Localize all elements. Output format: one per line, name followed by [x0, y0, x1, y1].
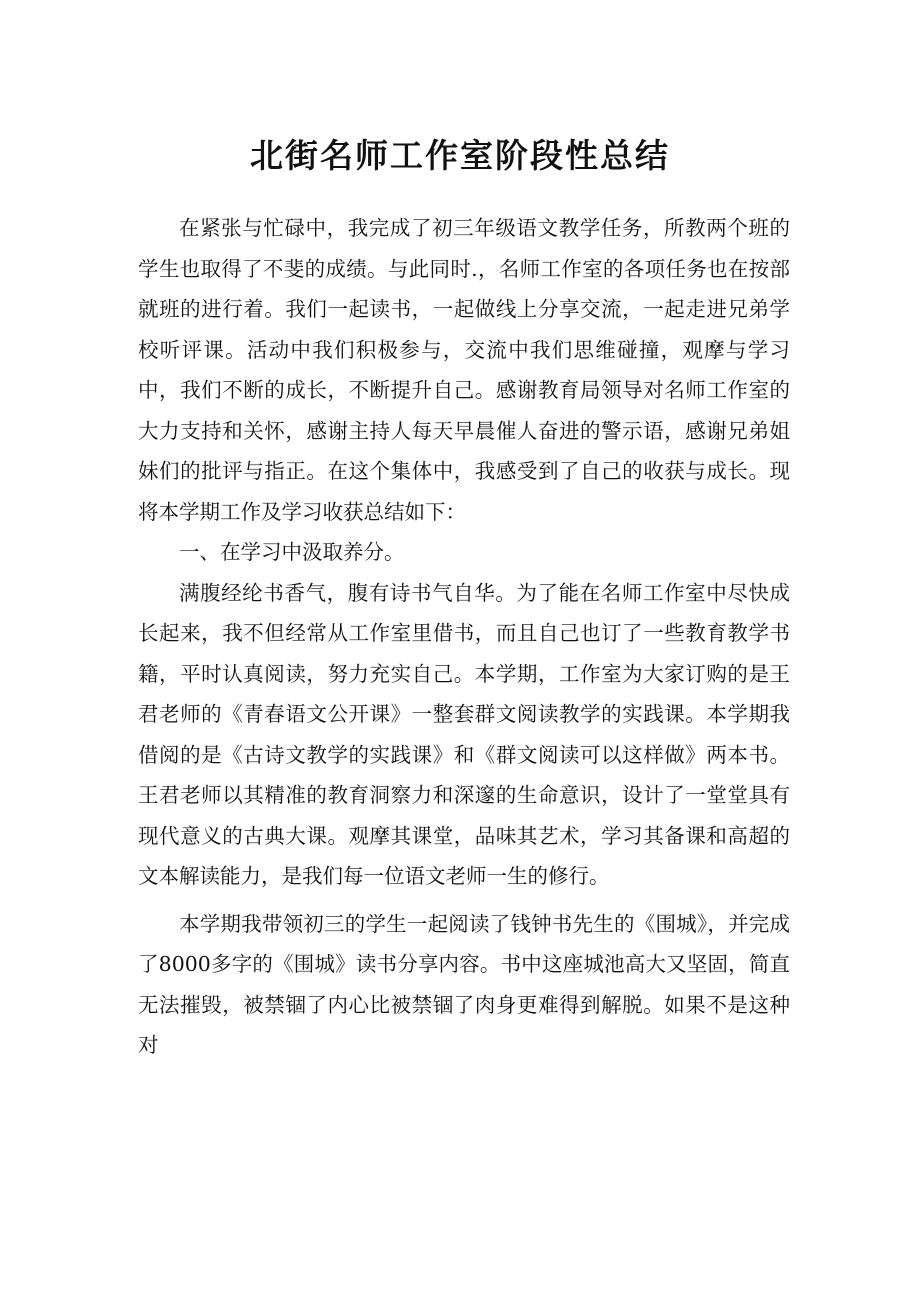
paragraph-weicheng: 本学期我带领初三的学生一起阅读了钱钟书先生的《围城》，并完成了8000多字的《围城》读书分享内容。书中这座城池高大又坚固，简直无法摧毁，被禁锢了内心比被禁锢了肉身更难得到解脱。如果不是这种对: [138, 911, 790, 1057]
document-title: 北街名师工作室阶段性总结: [250, 136, 670, 175]
document-body: [138, 208, 790, 1066]
section-heading-1: 一、在学习中汲取养分。: [179, 540, 405, 564]
paragraph-intro: 在紧张与忙碌中，我完成了初三年级语文教学任务，所教两个班的学生也取得了不斐的成绩。与此同时.，名师工作室的各项任务也在按部就班的进行着。我们一起读书，一起做线上分享交流，一起走进兄弟学校听评课。活动中我们积极参与，交流中我们思维碰撞，观摩与学习中，我们不断的成长，不断提升自己。感谢教育局领导对名师工作室的大力支持和关怀，感谢主持人每天早晨催人奋进的警示语，感谢兄弟姐妹们的批评与指正。在这个集体中，我感受到了自己的收获与成长。现将本学期工作及学习收获总结如下：: [138, 216, 790, 524]
paragraph-reading: 满腹经纶书香气，腹有诗书气自华。为了能在名师工作室中尽快成长起来，我不但经常从工作室里借书，而且自己也订了一些教育教学书籍，平时认真阅读，努力充实自己。本学期，工作室为大家订购的是王君老师的《青春语文公开课》一整套群文阅读教学的实践课。本学期我借阅的是《古诗文教学的实践课》和《群文阅读可以这样做》两本书。王君老师以其精准的教育洞察力和深邃的生命意识，设计了一堂堂具有现代意义的古典大课。观摩其课堂，品味其艺术，学习其备课和高超的文本解读能力，是我们每一位语文老师一生的修行。: [138, 580, 790, 888]
paragraph-gap: [138, 897, 790, 904]
